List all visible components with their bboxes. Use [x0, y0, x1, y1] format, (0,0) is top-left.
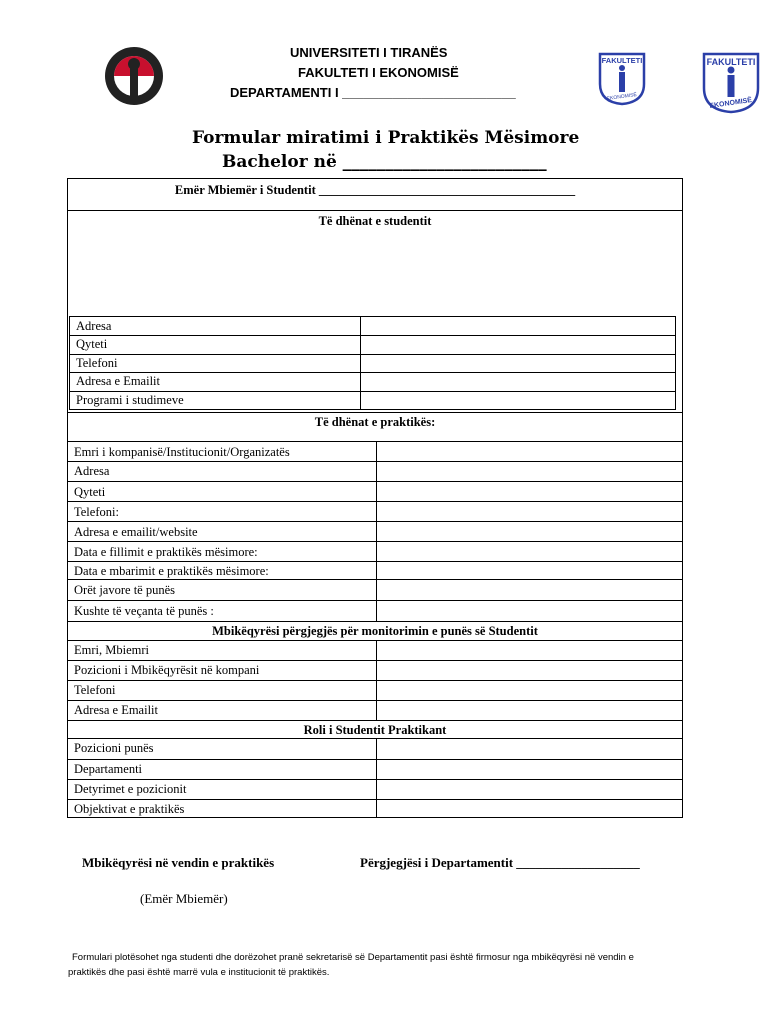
- role-section-heading: Roli i Studentit Praktikant: [68, 721, 682, 738]
- department-line: DEPARTAMENTI I ________________________: [230, 85, 516, 100]
- university-seal-icon: [104, 46, 164, 106]
- student-info-table: [69, 316, 676, 410]
- faculty-logo-icon: [596, 50, 648, 106]
- student-row-label: Qyteti: [76, 337, 108, 351]
- practice-row-label: Kushte të veçanta të punës :: [74, 604, 214, 618]
- university-name: UNIVERSITETI I TIRANËS: [290, 45, 448, 60]
- form-title: Formular miratimi i Praktikës Mësimore: [192, 128, 580, 148]
- name-hint: (Emër Mbiemër): [140, 891, 228, 906]
- practice-row-label: Emri i kompanisë/Institucionit/Organizatës: [74, 445, 290, 459]
- form-table: [67, 178, 683, 818]
- practice-row-label: Adresa: [74, 464, 110, 478]
- logo-large-text-top: FAKULTETI: [706, 57, 756, 67]
- practice-row-label: Data e mbarimit e praktikës mësimore:: [74, 564, 269, 578]
- logo-text-top: FAKULTETI: [601, 56, 643, 65]
- role-row-label: Objektivat e praktikës: [74, 802, 185, 816]
- student-row-label: Adresa: [76, 319, 112, 333]
- role-row-label: Departamenti: [74, 762, 143, 776]
- faculty-logo-large-icon: [700, 50, 762, 114]
- student-section-heading: Të dhënat e studentit: [318, 214, 432, 228]
- student-name-field[interactable]: Emër Mbiemër i Studentit _________________________________________: [174, 183, 576, 197]
- supervisor-row-label: Emri, Mbiemri: [74, 643, 149, 657]
- supervisor-row-label: Pozicioni i Mbikëqyrësit në kompani: [74, 663, 260, 677]
- practice-section-heading: Të dhënat e praktikës:: [314, 415, 436, 429]
- practice-row-label: Adresa e emailit/website: [74, 525, 198, 539]
- form-subtitle: Bachelor në ________________________: [222, 152, 547, 172]
- practice-row-label: Orët javore të punës: [74, 583, 176, 597]
- footer-note: Formulari plotësohet nga studenti dhe dorëzohet pranë sekretarisë së Departamentit pasi është firmosur nga mbikëqyrësi në vendin e praktikës dhe pasi është marrë vula e institucionit të praktikës.: [68, 952, 634, 978]
- student-row-label: Programi i studimeve: [76, 393, 184, 407]
- role-row-label: Detyrimet e pozicionit: [74, 782, 187, 796]
- department-signature-label: Përgjegjësi i Departamentit ___________________: [360, 855, 640, 870]
- role-row-label: Pozicioni punës: [74, 741, 154, 755]
- faculty-name: FAKULTETI I EKONOMISË: [298, 65, 459, 80]
- student-row-label: Telefoni: [76, 356, 118, 370]
- supervisor-signature-label: Mbikëqyrësi në vendin e praktikës: [82, 855, 275, 870]
- practice-row-label: Qyteti: [74, 485, 106, 499]
- logo-text-bottom: EKONOMISË: [606, 91, 638, 103]
- practice-row-label: Data e fillimit e praktikës mësimore:: [74, 545, 258, 559]
- supervisor-row-label: Telefoni: [74, 683, 116, 697]
- supervisor-row-label: Adresa e Emailit: [74, 703, 158, 717]
- supervisor-section-heading: Mbikëqyrësi përgjegjës për monitorimin e punës së Studentit: [68, 622, 682, 640]
- practice-row-label: Telefoni:: [74, 505, 119, 519]
- student-row-label: Adresa e Emailit: [76, 374, 160, 388]
- logo-large-text-bottom: EKONOMISË: [709, 97, 753, 110]
